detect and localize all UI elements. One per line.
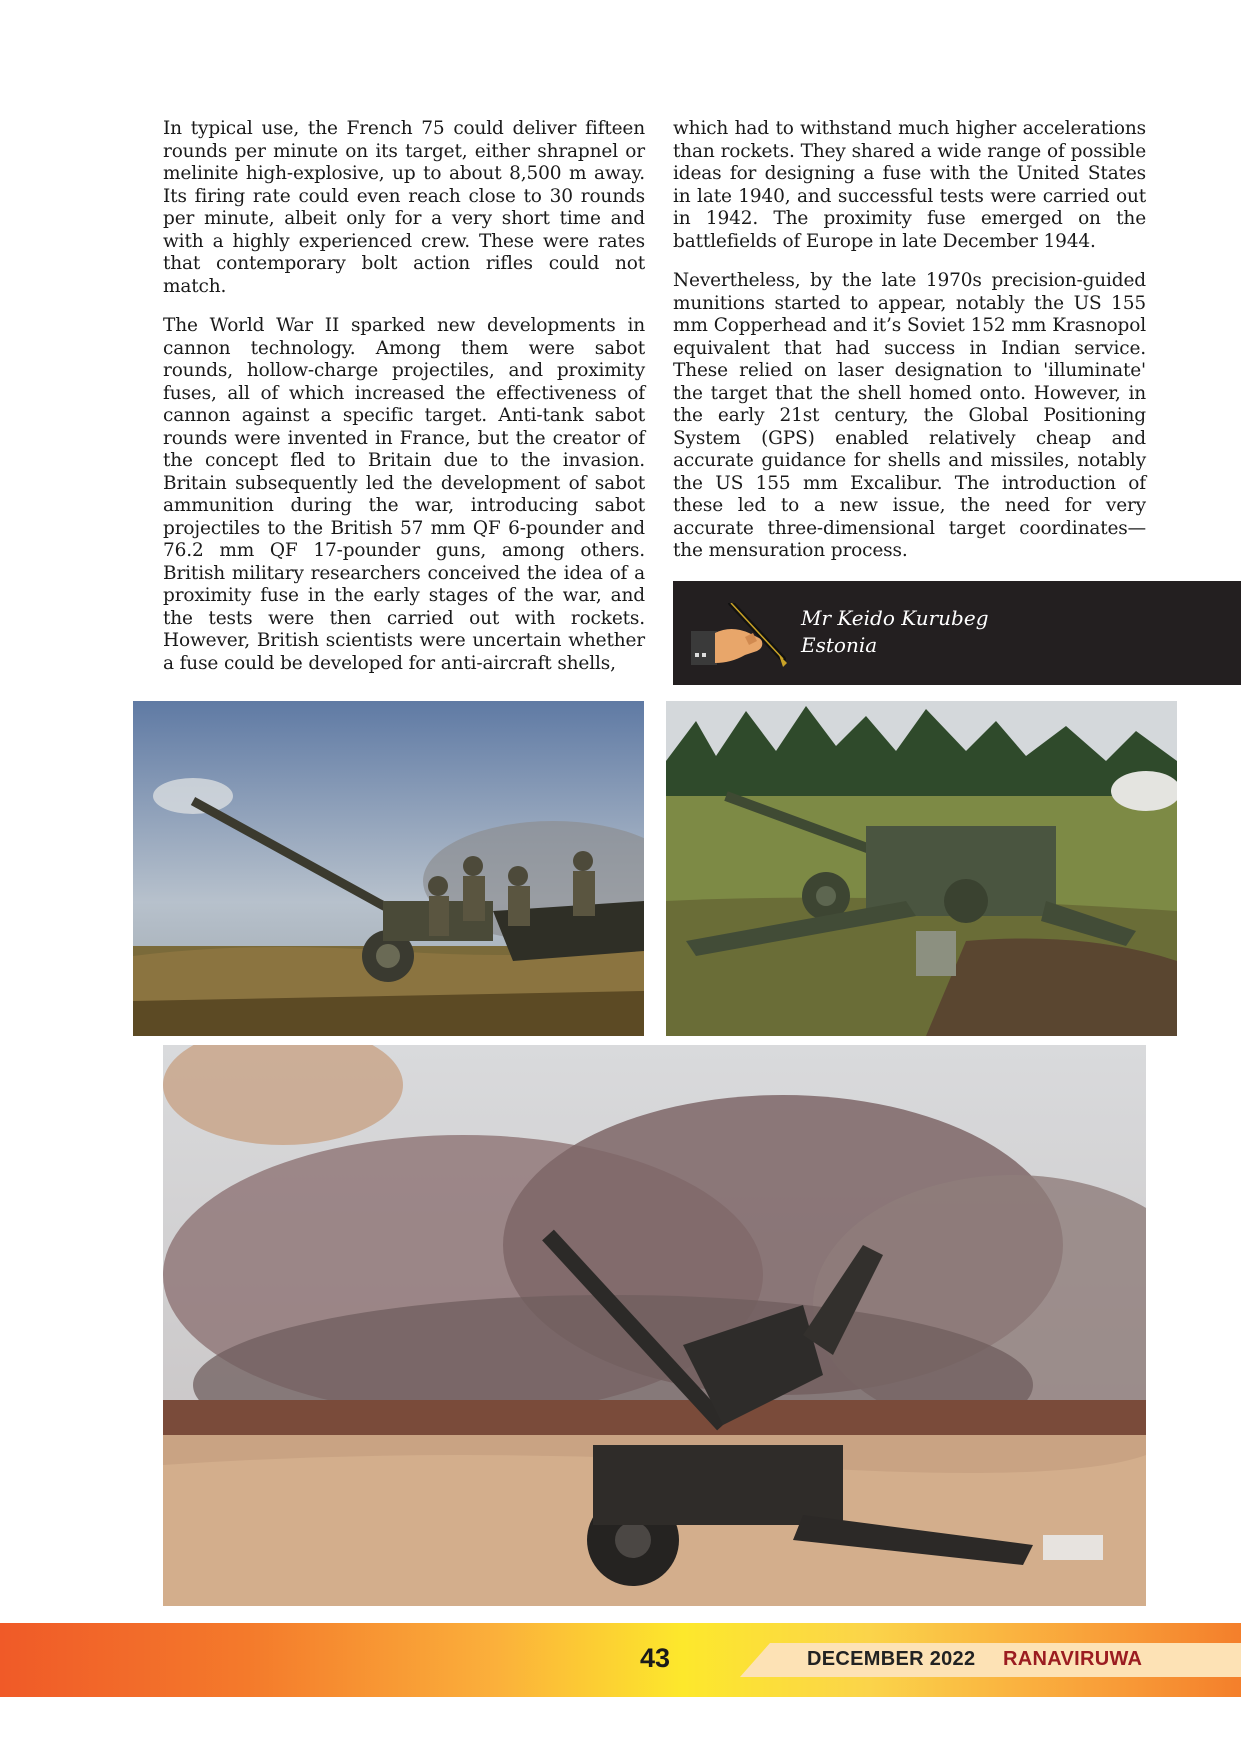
article-left-column [163,118,645,692]
footer-bar [0,1623,1241,1697]
howitzer-forest-field-photo [666,701,1177,1036]
author-name: Mr Keido Kurubeg [801,606,989,630]
author-country: Estonia [801,633,878,657]
magazine-name: RANAVIRUWA [1003,1648,1143,1670]
article-paragraph: Nevertheless, by the late 1970s precision-guided munitions started to appear, notably the US 155 mm Copperhead and it’s Soviet 152 mm Krasnopol equivalent that had success in Indian service. These relied on laser designation to 'illuminate' the target that the shell homed onto. However, in the early 21st century, the Global Positioning System (GPS) enabled relatively cheap and accurate guidance for shells and missiles, notably the US 155 mm Excalibur. The introduction of these led to a new issue, the need for very accurate three-dimensional target coordinates—the mensuration process. [673,270,1146,561]
author-box [673,581,1241,685]
howitzer-crew-firing-photo [133,701,644,1036]
page-number: 43 [639,1643,671,1673]
hand-writing-pen-icon [691,603,791,671]
howitzer-desert-firing-photo [163,1045,1146,1606]
article-paragraph: In typical use, the French 75 could deliver fifteen rounds per minute on its target, either shrapnel or melinite high-explosive, up to about 8,500 m away. Its firing rate could even reach close to 30 rounds per minute, albeit only for a very short time and with a highly experienced crew. These were rates that contemporary bolt action rifles could not match. [163,118,645,297]
article-paragraph: which had to withstand much higher accelerations than rockets. They shared a wide range of possible ideas for designing a fuse with the United States in late 1940, and successful tests were carried out in 1942. The proximity fuse emerged on the battlefields of Europe in late December 1944. [673,118,1146,252]
article-paragraph: The World War II sparked new developments in cannon technology. Among them were sabot rounds, hollow-charge projectiles, and proximity fuses, all of which increased the effectiveness of cannon against a specific target. Anti-tank sabot rounds were invented in France, but the creator of the concept fled to Britain due to the invasion. Britain subsequently led the development of sabot ammunition during the war, introducing sabot projectiles to the British 57 mm QF 6-pounder and 76.2 mm QF 17-pounder guns, among others. British military researchers conceived the idea of a proximity fuse in the early stages of the war, and the tests were then carried out with rockets. However, British scientists were uncertain whether a fuse could be developed for anti-aircraft shells, [163,315,645,674]
article-right-column [673,118,1146,580]
issue-date: DECEMBER 2022 [807,1648,976,1670]
